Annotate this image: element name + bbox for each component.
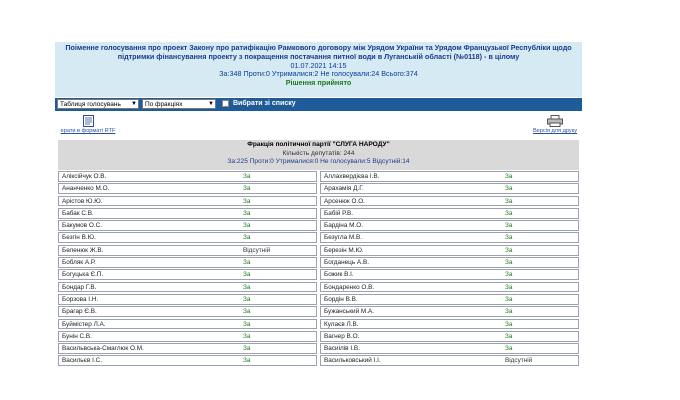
deputy-row — [320, 208, 579, 219]
deputy-name: Березін М.Ю. — [324, 246, 364, 254]
deputy-row — [58, 232, 317, 243]
select-from-list-label: Вибрати зі списку — [233, 100, 296, 107]
vote-date: 01.07.2021 14:15 — [290, 60, 347, 70]
deputy-name: Арістов Ю.Ю. — [62, 197, 103, 205]
deputy-vote: За — [505, 259, 513, 267]
deputy-row — [320, 343, 579, 354]
deputy-name: Васильковський І.І. — [324, 357, 381, 365]
rtf-export-link[interactable] — [58, 115, 118, 137]
deputy-row — [58, 282, 317, 293]
deputy-row — [58, 208, 317, 219]
deputy-row — [58, 306, 317, 317]
deputy-vote: За — [243, 185, 251, 193]
group-select-value: По фракціях — [145, 101, 183, 108]
deputy-row — [58, 294, 317, 305]
deputy-name: Аліксійчук О.В. — [62, 173, 107, 180]
deputy-name: Бондаренко О.В. — [324, 283, 375, 291]
deputy-name: Брагар Є.В. — [62, 308, 97, 316]
deputy-vote: За — [505, 209, 513, 217]
print-version-link[interactable] — [529, 115, 581, 137]
printer-icon — [547, 115, 563, 127]
deputy-name: Богуцька Є.П. — [62, 271, 104, 279]
deputy-vote: Відсутній — [243, 246, 271, 254]
deputy-row — [58, 171, 317, 182]
view-select[interactable] — [57, 99, 139, 109]
deputy-name: Вагнер В.О. — [324, 332, 360, 340]
deputy-vote: За — [243, 283, 251, 291]
deputy-name: Бакумов О.С. — [62, 222, 102, 230]
deputy-vote: За — [505, 222, 513, 230]
deputy-row — [58, 220, 317, 231]
deputy-vote: За — [505, 283, 513, 291]
deputy-row — [320, 183, 579, 194]
deputy-row — [320, 232, 579, 243]
deputy-name: Бунін С.В. — [62, 332, 92, 340]
deputy-name: Васильвська-Смаглюк О.М. — [62, 345, 144, 353]
deputy-vote: За — [505, 320, 513, 328]
deputy-name: Богданець А.В. — [324, 259, 369, 267]
faction-vote-summary: За:225 Проти:0 Утрималися:0 Не голосували:5 Відсутній:14 — [227, 158, 410, 165]
controls-bar — [55, 98, 582, 111]
deputy-row — [58, 355, 317, 366]
deputy-name: Арсенюк О.О. — [324, 197, 365, 205]
deputy-vote: За — [505, 271, 513, 279]
deputy-name: Бужанський М.А. — [324, 308, 375, 316]
deputy-name: Бобляк А.Р. — [62, 259, 96, 267]
deputy-name: Ананченко М.О. — [62, 185, 110, 193]
deputy-vote: За — [243, 345, 251, 353]
deputy-name: Васильєв І.С. — [62, 357, 103, 365]
faction-name: Фракція політичної партії "СЛУГА НАРОДУ" — [247, 141, 390, 148]
deputy-row — [320, 245, 579, 256]
deputy-name: Арахамія Д.Г. — [324, 185, 364, 193]
deputy-vote: За — [243, 209, 251, 217]
deputy-name: Васиілів І.В. — [324, 345, 360, 353]
deputy-name: Бабак С.В. — [62, 209, 94, 217]
deputy-name: Божик В.І. — [324, 271, 354, 279]
deputy-vote: За — [505, 234, 513, 242]
decision-status: Рішення прийнято — [285, 78, 352, 88]
deputy-vote: За — [505, 308, 513, 316]
deputy-row — [320, 282, 579, 293]
deputy-row — [320, 331, 579, 342]
deputy-row — [320, 294, 579, 305]
deputy-vote: За — [505, 173, 513, 180]
bill-title: Поіменне голосування про проект Закону про ратифікацію Рамкового договору між Урядом України та Урядом Французької Республіки щодо підтримки фінансування проекту з покращення постачання питної води в Луганській області (№0118) - в цілому — [65, 43, 572, 61]
deputy-vote: За — [243, 295, 251, 303]
deputies-column-right — [320, 171, 579, 368]
rtf-export-label: ерати в форматі RTF — [60, 128, 116, 134]
faction-header — [58, 140, 579, 170]
deputy-name: Бондар Г.В. — [62, 283, 97, 291]
deputy-name: Кулаєв Л.В. — [324, 320, 359, 328]
deputy-row — [58, 331, 317, 342]
deputy-name: Аллахвердієва І.В. — [324, 173, 380, 180]
select-from-list-checkbox[interactable] — [222, 100, 229, 107]
document-icon — [83, 115, 94, 127]
deputy-vote: За — [505, 185, 513, 193]
faction-member-count: Кількість депутатів: 244 — [282, 149, 355, 157]
deputy-vote: Відсутній — [505, 357, 533, 365]
deputy-row — [320, 319, 579, 330]
deputy-row — [58, 269, 317, 280]
deputy-vote: За — [505, 246, 513, 254]
deputy-name: Бордін В.В. — [324, 295, 358, 303]
deputy-vote: За — [243, 332, 251, 340]
deputy-vote: За — [243, 308, 251, 316]
deputy-vote: За — [243, 259, 251, 267]
print-version-label: Версія для друку — [532, 128, 578, 134]
deputy-name: Беленюк Ж.В. — [62, 246, 104, 254]
deputy-vote: За — [505, 197, 513, 205]
deputy-row — [320, 257, 579, 268]
deputy-row — [58, 319, 317, 330]
deputy-vote: За — [243, 197, 251, 205]
deputy-row — [320, 171, 579, 182]
deputy-row — [320, 220, 579, 231]
deputy-name: Безгін В.Ю. — [62, 234, 96, 242]
deputy-vote: За — [505, 295, 513, 303]
deputy-vote: За — [243, 271, 251, 279]
deputy-row — [58, 343, 317, 354]
deputy-vote: За — [505, 345, 513, 353]
deputy-name: Бардіна М.О. — [324, 222, 364, 230]
deputy-row — [58, 257, 317, 268]
deputy-name: Борзова І.Н. — [62, 295, 99, 303]
deputy-vote: За — [243, 357, 251, 365]
deputies-column-left — [58, 171, 317, 368]
vote-header — [55, 42, 582, 97]
deputy-vote: За — [243, 234, 251, 242]
deputy-vote: За — [243, 320, 251, 328]
group-select[interactable] — [142, 99, 216, 109]
deputy-vote: За — [243, 173, 251, 180]
deputy-name: Бабій Р.В. — [324, 209, 354, 217]
deputy-row — [320, 269, 579, 280]
vote-totals: За:348 Проти:0 Утрималися:2 Не голосували:24 Всього:374 — [219, 69, 418, 79]
chevron-down-icon: ▼ — [208, 101, 214, 107]
deputy-row — [320, 306, 579, 317]
deputy-row — [58, 183, 317, 194]
deputy-name: Безугла М.В. — [324, 234, 363, 242]
deputy-row — [320, 355, 579, 366]
deputy-row — [58, 196, 317, 207]
view-select-value: Таблиця голосувань — [60, 101, 121, 108]
deputy-vote: За — [243, 222, 251, 230]
chevron-down-icon: ▼ — [131, 101, 137, 107]
deputy-row — [58, 245, 317, 256]
deputy-row — [320, 196, 579, 207]
deputy-name: Буймістер Л.А. — [62, 320, 106, 328]
deputy-vote: За — [505, 332, 513, 340]
